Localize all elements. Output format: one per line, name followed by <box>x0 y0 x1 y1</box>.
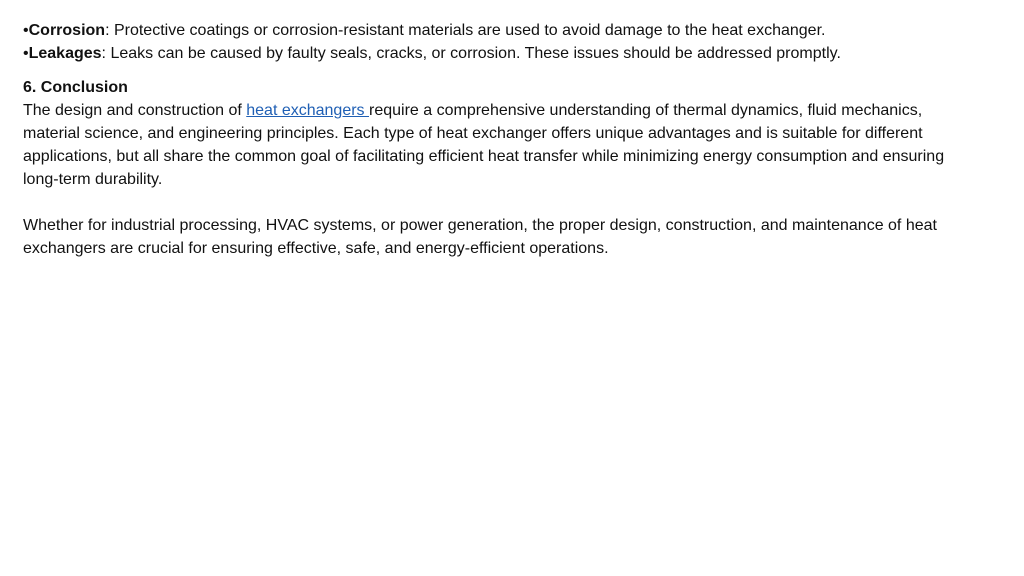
slide-content <box>23 19 1003 260</box>
paragraph-text: require a comprehensive understanding of thermal dynamics, fluid mechanics, material science, and engineering principles. Each type of heat exchanger offers unique advantages and is suitable for different applications, but all share the common goal of facilitating efficient heat transfer while minimizing energy consumption and ensuring long-term durability. <box>23 102 945 188</box>
bullet-marker: • <box>23 45 29 62</box>
section-heading: 6. Conclusion <box>23 79 128 96</box>
bullet-corrosion <box>23 19 1003 42</box>
paragraph-text: The design and construction of <box>23 102 247 119</box>
bullet-text: : Leaks can be caused by faulty seals, cracks, or corrosion. These issues should be addressed promptly. <box>101 45 841 62</box>
heat-exchangers-link[interactable]: heat exchangers <box>246 102 369 119</box>
bullet-leakages <box>23 42 1003 65</box>
bullet-term: Leakages <box>28 45 102 62</box>
conclusion-paragraph-2: Whether for industrial processing, HVAC systems, or power generation, the proper design, construction, and maintenance of heat exchangers are crucial for ensuring effective, safe, and energy-efficient operations. <box>23 217 937 257</box>
conclusion-section <box>23 76 1003 260</box>
bullet-marker: • <box>23 22 29 39</box>
conclusion-paragraph-1 <box>23 99 983 191</box>
bullet-term: Corrosion <box>28 22 106 39</box>
bullet-text: : Protective coatings or corrosion-resistant materials are used to avoid damage to the heat exchanger. <box>105 22 826 39</box>
